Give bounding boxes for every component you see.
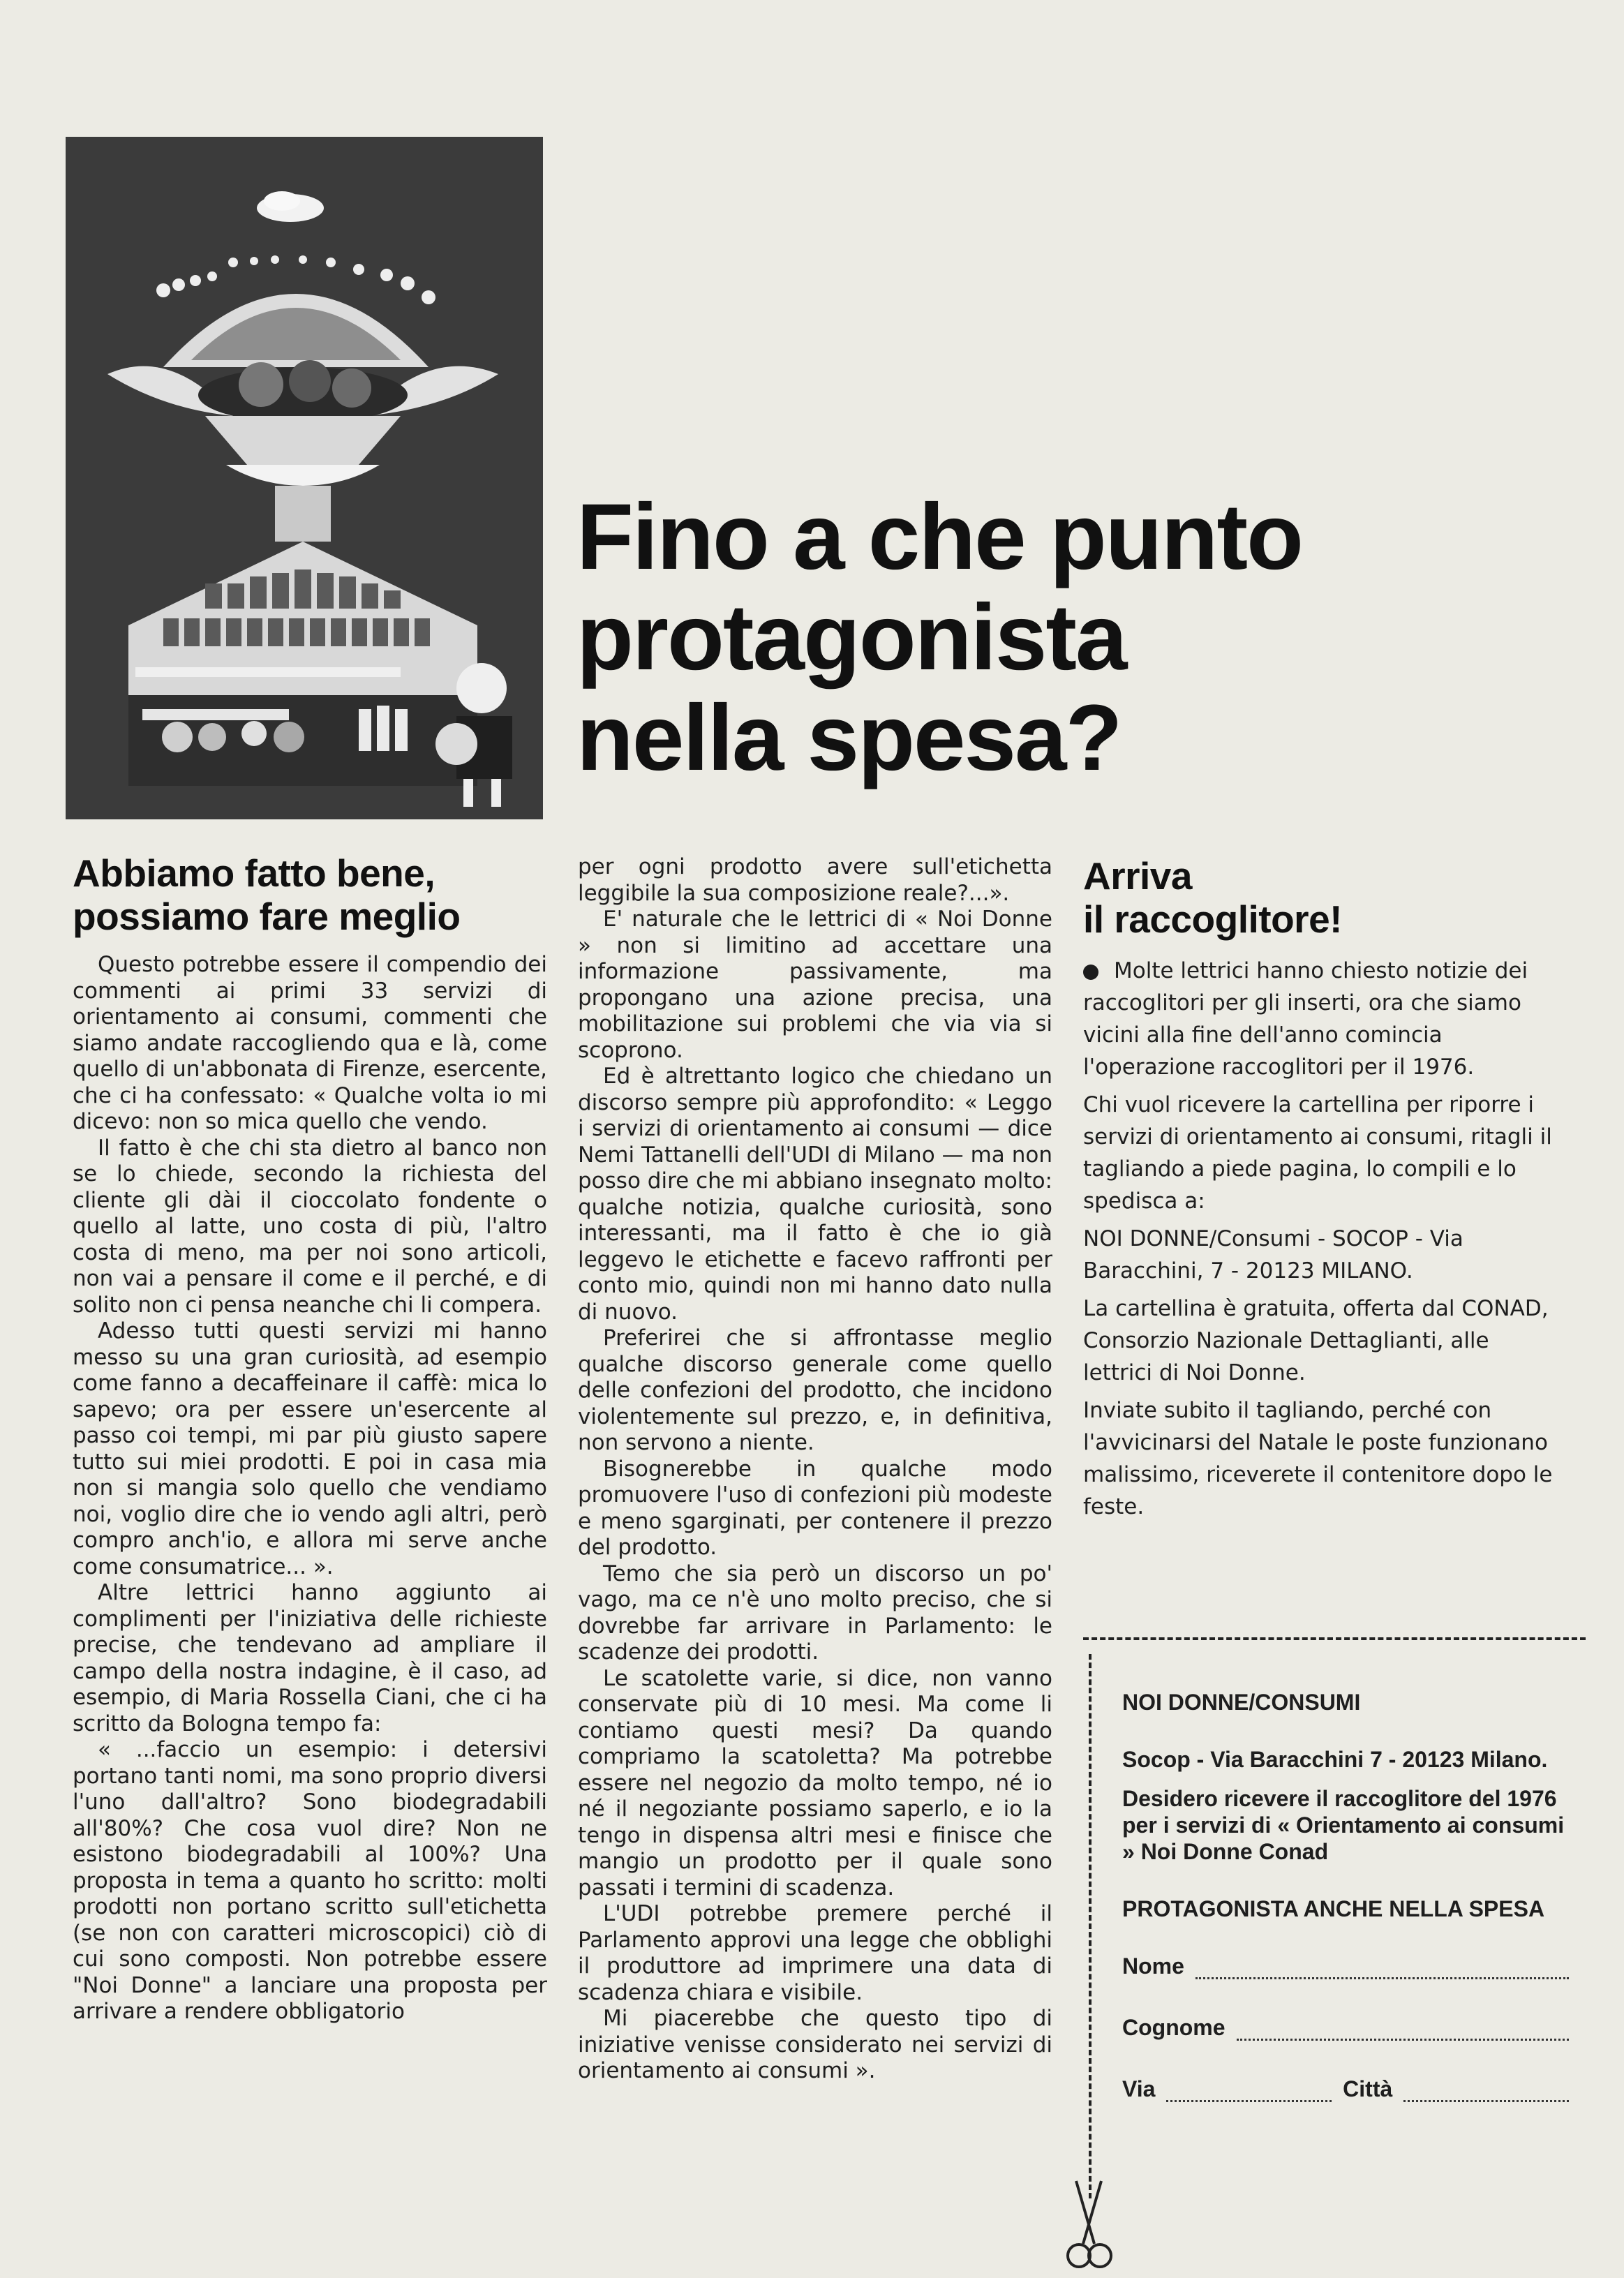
shopping-illustration [66,137,543,819]
coupon-tagline: PROTAGONISTA ANCHE NELLA SPESA [1122,1896,1545,1921]
cognome-input-line[interactable] [1237,2018,1569,2041]
paragraph: L'UDI potrebbe premere perché il Parlamento approvi una legge che obblighi il produttore ad imprimere una data di scadenza chiara e visibile. [578,1901,1052,2005]
paragraph: Temo che sia però un discorso un po' vago, ma ce n'è uno molto preciso, che si dovrebbe far arrivare in Parlamento: le scadenze dei prodotti. [578,1561,1052,1665]
column-3-subtitle [1083,854,1565,941]
paragraph: Chi vuol ricevere la cartellina per riporre i servizi di orientamento ai consumi, ritagli il tagliando a piede pagina, lo compili e lo spedisca a: [1083,1092,1552,1214]
paragraph: Altre lettrici hanno aggiunto ai complimenti per l'iniziativa delle richieste precise, che tendevano ad ampliare il campo della nostra indagine, è il caso, ad esempio, di Maria Rossella Ciani, che ci ha scritto da Bologna tempo fa: [73,1580,547,1736]
paragraph: Mi piacerebbe che questo tipo di iniziative venisse considerato nei servizi di orientamento ai consumi ». [578,2006,1052,2083]
paragraph: NOI DONNE/Consumi - SOCOP - Via Baracchini, 7 - 20123 MILANO. [1083,1226,1463,1283]
paragraph: « ...faccio un esempio: i detersivi portano tanti nomi, ma sono proprio diversi l'uno dall'altro? Sono biodegradabili all'80%? Che cosa vuol dire? Non ne esistono biodegradabili al 100%? Una proposta in tema a quanto ho scritto: molti prodotti non portano scritto sull'etichetta (se non con caratteri microscopici) ciò di cui sono composti. Non potrebbe essere "Noi Donne" a lanciare una proposta per arrivare a rendere obbligatorio [73,1737,547,2024]
cut-line-horizontal [1083,1637,1586,1640]
headline [576,487,1567,789]
cognome-label: Cognome [1122,2015,1226,2040]
paragraph: Le scatolette varie, si dice, non vanno conservate più di 10 mesi. Ma come li contiamo questi mesi? Da quando compriamo la scatoletta? Ma potrebbe essere nel negozio da molto tempo, né io né il negoziante possiamo saperlo, e io la tengo in dispensa altri mesi e finisce che mangio un prodotto per il quale sono passati i termini di scadenza. [578,1665,1052,1900]
via-label: Via [1122,2076,1156,2101]
subtitle-line: Abbiamo fatto bene, [73,851,435,895]
paragraph: Bisognerebbe in qualche modo promuovere l'uso di confezioni più modeste e meno sgarginati, per contenere il prezzo del prodotto. [578,1456,1052,1560]
headline-line-2: protagonista [576,586,1126,690]
paragraph-text: Molte lettrici hanno chiesto notizie dei raccoglitori per gli inserti, ora che siamo vicini alla fine dell'anno comincia l'operazione raccoglitori per il 1976. [1083,958,1528,1080]
nome-label: Nome [1122,1953,1184,1979]
paragraph: Il fatto è che chi sta dietro al banco non se lo chiede, secondo la richiesta del cliente gli dài il cioccolato fondente o quello al latte, uno costa di più, l'altro costa di meno, ma per noi sono articoli, non vai a pensare il come e il perché, e di solito non ci pensa neanche chi li compera. [73,1135,547,1318]
cut-line-vertical [1089,1654,1092,2198]
nome-input-line[interactable] [1195,1956,1569,1979]
paragraph: Preferirei che si affrontasse meglio qualche discorso generale come quello delle confezioni del prodotto, che incidono violentemente sul prezzo, e, in definitiva, non servono a niente. [578,1325,1052,1455]
article-column-1 [73,851,547,2025]
headline-line-1: Fino a che punto [576,485,1302,589]
paragraph: Ed è altrettanto logico che chiedano un discorso sempre più approfondito: « Leggo i servizi di orientamento ai consumi — dice Nemi Tattanelli dell'UDI di Milano — ma non posso dire che mi abbiano insegnato molto: qualche notizia, qualche curiosità, sono interessanti, ma il fatto è che io già leggevo le etichette e facevo raffronti per conto mio, quindi non mi hanno dato nulla di nuovo. [578,1064,1052,1325]
cognome-field[interactable] [1122,2014,1569,2041]
paragraph: per ogni prodotto avere sull'etichetta leggibile la sua composizione reale?...». [578,854,1052,906]
subtitle-line: possiamo fare meglio [73,895,461,938]
coupon-title: NOI DONNE/CONSUMI [1122,1690,1361,1715]
article-column-3 [1083,854,1565,1528]
coupon-address: Socop - Via Baracchini 7 - 20123 Milano. [1122,1747,1548,1772]
citta-label: Città [1343,2076,1393,2101]
paragraph: E' naturale che le lettrici di « Noi Donne » non si limitino ad accettare una informazione passivamente, ma propongano una azione precisa, una mobilitazione sui problemi che via via si scoprono. [578,907,1052,1063]
headline-line-3: nella spesa? [576,686,1122,790]
nome-field[interactable] [1122,1953,1569,1979]
article-column-2 [578,854,1052,2085]
via-input-line[interactable] [1166,2079,1332,2102]
paragraph: La cartellina è gratuita, offerta dal CONAD, Consorzio Nazionale Dettaglianti, alle lettrici di Noi Donne. [1083,1296,1549,1385]
citta-input-line[interactable] [1403,2079,1569,2102]
address-field[interactable] [1122,2076,1569,2102]
bullet-icon [1083,965,1098,980]
paragraph-with-bullet [1083,955,1565,1083]
coupon-request: Desidero ricevere il raccoglitore del 1976 per i servizi di « Orientamento ai consumi » Noi Donne Conad [1122,1786,1565,1864]
scissors-icon [1061,2178,1117,2275]
subscription-coupon [1122,1689,1569,2137]
paragraph: Inviate subito il tagliando, perché con l'avvicinarsi del Natale le poste funzionano malissimo, riceverete il contenitore dopo le feste. [1083,1398,1553,1519]
subtitle-line: Arriva [1083,854,1192,898]
column-1-subtitle [73,851,547,938]
paragraph: Adesso tutti questi servizi mi hanno messo su una gran curiosità, ad esempio come fanno a decaffeinare il caffè: mica lo sapevo; ora per essere un'esercente al passo coi tempi, mi par più giusto sapere tutto sui miei prodotti. E poi in casa mia non si mangia solo quello che vendiamo noi, voglio dire che io vendo agli altri, però compro anch'io, e allora mi serve anche come consumatrice... ». [73,1318,547,1579]
paragraph: Questo potrebbe essere il compendio dei commenti ai primi 33 servizi di orientamento ai consumi, commenti che siamo andate raccogliendo qua e là, come quello di un'abbonata di Firenze, esercente, che ci ha confessato: « Qualche volta io mi dicevo: non so mica quello che vendo. [73,952,547,1134]
subtitle-line: il raccoglitore! [1083,898,1342,941]
